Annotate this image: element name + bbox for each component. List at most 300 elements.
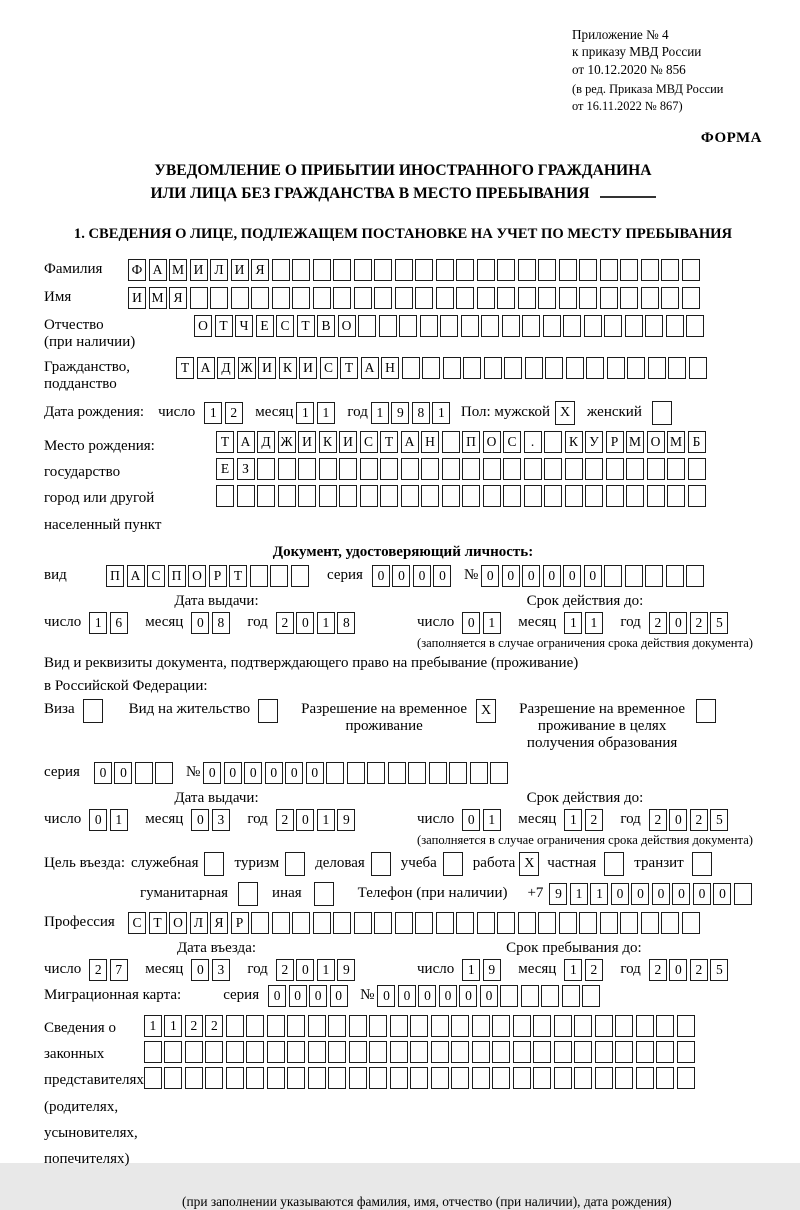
char-cell[interactable]: 0 (462, 612, 480, 634)
char-cell[interactable]: 0 (631, 883, 649, 905)
char-cell[interactable] (292, 259, 310, 281)
char-cell[interactable]: А (197, 357, 215, 379)
char-cell[interactable] (410, 1067, 428, 1089)
char-cell[interactable] (456, 259, 474, 281)
char-cell[interactable] (399, 315, 417, 337)
char-cell[interactable]: 0 (611, 883, 629, 905)
char-cell[interactable] (554, 1041, 572, 1063)
char-cell[interactable] (210, 287, 228, 309)
char-cell[interactable]: 8 (212, 612, 230, 634)
char-cell[interactable] (451, 1041, 469, 1063)
char-cell[interactable] (636, 1015, 654, 1037)
char-cell[interactable] (626, 485, 644, 507)
char-cell[interactable]: А (361, 357, 379, 379)
char-cell[interactable]: М (169, 259, 187, 281)
char-cell[interactable] (470, 762, 488, 784)
char-cell[interactable]: Р (231, 912, 249, 934)
char-cell[interactable] (502, 315, 520, 337)
residence-valid-month-input[interactable] (564, 809, 605, 831)
birth-place-row1-input[interactable] (216, 431, 708, 453)
char-cell[interactable]: 0 (459, 985, 477, 1007)
patronymic-input[interactable] (194, 315, 707, 337)
char-cell[interactable]: 0 (433, 565, 451, 587)
char-cell[interactable]: 2 (690, 959, 708, 981)
char-cell[interactable]: 0 (94, 762, 112, 784)
doc-valid-month-input[interactable] (564, 612, 605, 634)
char-cell[interactable] (367, 762, 385, 784)
char-cell[interactable]: 0 (392, 565, 410, 587)
char-cell[interactable]: С (276, 315, 294, 337)
char-cell[interactable] (677, 1067, 695, 1089)
char-cell[interactable] (490, 762, 508, 784)
char-cell[interactable] (565, 458, 583, 480)
char-cell[interactable]: 8 (412, 402, 430, 424)
char-cell[interactable]: 0 (584, 565, 602, 587)
char-cell[interactable] (522, 315, 540, 337)
char-cell[interactable]: 0 (296, 612, 314, 634)
char-cell[interactable] (545, 357, 563, 379)
char-cell[interactable] (518, 912, 536, 934)
stay-month-input[interactable] (564, 959, 605, 981)
char-cell[interactable] (477, 287, 495, 309)
migration-series-input[interactable] (268, 985, 350, 1007)
char-cell[interactable] (349, 1067, 367, 1089)
doc-issue-day-input[interactable] (89, 612, 130, 634)
char-cell[interactable] (518, 287, 536, 309)
char-cell[interactable] (415, 259, 433, 281)
char-cell[interactable]: 0 (398, 985, 416, 1007)
char-cell[interactable]: 1 (564, 612, 582, 634)
char-cell[interactable] (442, 485, 460, 507)
char-cell[interactable]: 0 (481, 565, 499, 587)
representatives-row2-input[interactable] (144, 1041, 698, 1063)
char-cell[interactable] (272, 912, 290, 934)
purpose-work-checkbox[interactable]: X (519, 852, 539, 876)
char-cell[interactable] (267, 1067, 285, 1089)
char-cell[interactable]: 0 (285, 762, 303, 784)
char-cell[interactable]: 2 (649, 809, 667, 831)
char-cell[interactable]: 1 (144, 1015, 162, 1037)
residence-issue-day-input[interactable] (89, 809, 130, 831)
char-cell[interactable]: 5 (710, 612, 728, 634)
char-cell[interactable] (543, 315, 561, 337)
birth-month-input[interactable] (296, 402, 337, 424)
char-cell[interactable]: 0 (114, 762, 132, 784)
char-cell[interactable]: 1 (585, 612, 603, 634)
char-cell[interactable]: Ф (128, 259, 146, 281)
char-cell[interactable]: Б (688, 431, 706, 453)
char-cell[interactable] (682, 259, 700, 281)
char-cell[interactable] (421, 458, 439, 480)
char-cell[interactable] (648, 357, 666, 379)
char-cell[interactable] (246, 1041, 264, 1063)
char-cell[interactable]: Т (297, 315, 315, 337)
char-cell[interactable] (436, 912, 454, 934)
char-cell[interactable] (645, 565, 663, 587)
char-cell[interactable]: 9 (549, 883, 567, 905)
char-cell[interactable]: У (585, 431, 603, 453)
char-cell[interactable]: 2 (225, 402, 243, 424)
char-cell[interactable]: Д (257, 431, 275, 453)
char-cell[interactable] (615, 1041, 633, 1063)
char-cell[interactable] (677, 1041, 695, 1063)
char-cell[interactable] (185, 1041, 203, 1063)
char-cell[interactable]: С (320, 357, 338, 379)
char-cell[interactable]: 1 (296, 402, 314, 424)
char-cell[interactable] (636, 1041, 654, 1063)
char-cell[interactable] (380, 485, 398, 507)
char-cell[interactable] (369, 1015, 387, 1037)
char-cell[interactable]: 0 (191, 612, 209, 634)
char-cell[interactable]: Я (251, 259, 269, 281)
char-cell[interactable]: 0 (289, 985, 307, 1007)
char-cell[interactable] (287, 1015, 305, 1037)
char-cell[interactable] (292, 287, 310, 309)
char-cell[interactable] (451, 1015, 469, 1037)
char-cell[interactable]: Т (176, 357, 194, 379)
char-cell[interactable]: Ж (238, 357, 256, 379)
char-cell[interactable] (328, 1067, 346, 1089)
firstname-input[interactable] (128, 287, 702, 309)
char-cell[interactable] (472, 1067, 490, 1089)
char-cell[interactable] (205, 1041, 223, 1063)
char-cell[interactable]: 9 (483, 959, 501, 981)
char-cell[interactable]: 0 (652, 883, 670, 905)
char-cell[interactable] (190, 287, 208, 309)
char-cell[interactable] (606, 485, 624, 507)
char-cell[interactable] (481, 315, 499, 337)
char-cell[interactable] (349, 1041, 367, 1063)
char-cell[interactable] (462, 485, 480, 507)
phone-input[interactable] (549, 883, 754, 905)
char-cell[interactable]: 9 (337, 959, 355, 981)
birth-place-row3-input[interactable] (216, 485, 708, 507)
char-cell[interactable]: 1 (317, 959, 335, 981)
char-cell[interactable] (544, 485, 562, 507)
char-cell[interactable]: 1 (590, 883, 608, 905)
char-cell[interactable] (443, 357, 461, 379)
char-cell[interactable] (620, 287, 638, 309)
char-cell[interactable]: К (279, 357, 297, 379)
char-cell[interactable] (541, 985, 559, 1007)
char-cell[interactable] (251, 912, 269, 934)
char-cell[interactable] (395, 259, 413, 281)
representatives-row1-input[interactable] (144, 1015, 698, 1037)
char-cell[interactable] (472, 1041, 490, 1063)
char-cell[interactable] (267, 1041, 285, 1063)
doc-kind-input[interactable] (106, 565, 311, 587)
char-cell[interactable]: 0 (224, 762, 242, 784)
char-cell[interactable] (627, 357, 645, 379)
residence-series-input[interactable] (94, 762, 176, 784)
char-cell[interactable] (360, 458, 378, 480)
doc-issue-month-input[interactable] (191, 612, 232, 634)
char-cell[interactable]: 0 (296, 809, 314, 831)
char-cell[interactable]: 0 (713, 883, 731, 905)
char-cell[interactable] (492, 1015, 510, 1037)
char-cell[interactable] (661, 912, 679, 934)
char-cell[interactable] (395, 912, 413, 934)
char-cell[interactable] (231, 287, 249, 309)
char-cell[interactable] (308, 1041, 326, 1063)
char-cell[interactable]: И (339, 431, 357, 453)
char-cell[interactable] (533, 1041, 551, 1063)
char-cell[interactable] (620, 259, 638, 281)
char-cell[interactable]: П (168, 565, 186, 587)
char-cell[interactable] (456, 287, 474, 309)
char-cell[interactable]: О (188, 565, 206, 587)
char-cell[interactable] (388, 762, 406, 784)
char-cell[interactable]: 2 (185, 1015, 203, 1037)
char-cell[interactable] (656, 1015, 674, 1037)
char-cell[interactable] (408, 762, 426, 784)
char-cell[interactable]: 0 (89, 809, 107, 831)
char-cell[interactable]: 1 (564, 959, 582, 981)
char-cell[interactable]: О (194, 315, 212, 337)
char-cell[interactable] (656, 1041, 674, 1063)
char-cell[interactable] (641, 259, 659, 281)
doc-issue-year-input[interactable] (276, 612, 358, 634)
char-cell[interactable]: Т (216, 431, 234, 453)
char-cell[interactable]: Л (210, 259, 228, 281)
char-cell[interactable]: 0 (265, 762, 283, 784)
char-cell[interactable] (647, 485, 665, 507)
char-cell[interactable]: 0 (439, 985, 457, 1007)
char-cell[interactable] (667, 485, 685, 507)
char-cell[interactable] (503, 458, 521, 480)
char-cell[interactable] (257, 458, 275, 480)
char-cell[interactable] (390, 1041, 408, 1063)
char-cell[interactable]: . (524, 431, 542, 453)
char-cell[interactable] (585, 458, 603, 480)
char-cell[interactable] (667, 458, 685, 480)
char-cell[interactable] (463, 357, 481, 379)
char-cell[interactable] (250, 565, 268, 587)
sex-female-checkbox[interactable] (652, 401, 672, 425)
char-cell[interactable]: А (237, 431, 255, 453)
char-cell[interactable]: 2 (205, 1015, 223, 1037)
char-cell[interactable] (585, 485, 603, 507)
char-cell[interactable] (369, 1041, 387, 1063)
char-cell[interactable] (544, 458, 562, 480)
char-cell[interactable]: 3 (212, 809, 230, 831)
char-cell[interactable]: 9 (337, 809, 355, 831)
char-cell[interactable] (472, 1015, 490, 1037)
char-cell[interactable]: О (169, 912, 187, 934)
char-cell[interactable]: 0 (693, 883, 711, 905)
residence-valid-year-input[interactable] (649, 809, 731, 831)
char-cell[interactable]: 0 (306, 762, 324, 784)
char-cell[interactable] (401, 485, 419, 507)
char-cell[interactable]: 1 (570, 883, 588, 905)
char-cell[interactable] (226, 1015, 244, 1037)
char-cell[interactable]: Т (149, 912, 167, 934)
char-cell[interactable]: 0 (480, 985, 498, 1007)
char-cell[interactable] (574, 1067, 592, 1089)
char-cell[interactable] (477, 259, 495, 281)
purpose-study-checkbox[interactable] (443, 852, 463, 876)
char-cell[interactable] (682, 912, 700, 934)
char-cell[interactable] (369, 1067, 387, 1089)
temp-permit-checkbox[interactable]: X (476, 699, 496, 723)
char-cell[interactable] (257, 485, 275, 507)
char-cell[interactable] (237, 485, 255, 507)
char-cell[interactable] (584, 315, 602, 337)
char-cell[interactable]: 1 (371, 402, 389, 424)
char-cell[interactable]: М (626, 431, 644, 453)
entry-day-input[interactable] (89, 959, 130, 981)
char-cell[interactable] (395, 287, 413, 309)
char-cell[interactable] (313, 259, 331, 281)
char-cell[interactable] (579, 912, 597, 934)
purpose-official-checkbox[interactable] (204, 852, 224, 876)
char-cell[interactable] (497, 912, 515, 934)
char-cell[interactable] (216, 485, 234, 507)
char-cell[interactable]: 2 (585, 959, 603, 981)
char-cell[interactable] (164, 1041, 182, 1063)
char-cell[interactable]: 8 (337, 612, 355, 634)
char-cell[interactable] (456, 912, 474, 934)
char-cell[interactable] (308, 1067, 326, 1089)
char-cell[interactable]: С (360, 431, 378, 453)
residence-issue-year-input[interactable] (276, 809, 358, 831)
entry-month-input[interactable] (191, 959, 232, 981)
char-cell[interactable]: 0 (372, 565, 390, 587)
char-cell[interactable]: 1 (317, 809, 335, 831)
char-cell[interactable]: М (149, 287, 167, 309)
char-cell[interactable] (636, 1067, 654, 1089)
char-cell[interactable] (287, 1067, 305, 1089)
char-cell[interactable] (538, 287, 556, 309)
char-cell[interactable] (333, 259, 351, 281)
char-cell[interactable] (436, 259, 454, 281)
char-cell[interactable] (533, 1015, 551, 1037)
char-cell[interactable] (451, 1067, 469, 1089)
char-cell[interactable] (625, 315, 643, 337)
char-cell[interactable]: П (462, 431, 480, 453)
char-cell[interactable] (582, 985, 600, 1007)
char-cell[interactable] (461, 315, 479, 337)
char-cell[interactable] (677, 1015, 695, 1037)
char-cell[interactable]: И (231, 259, 249, 281)
purpose-business-checkbox[interactable] (371, 852, 391, 876)
char-cell[interactable] (402, 357, 420, 379)
char-cell[interactable] (645, 315, 663, 337)
char-cell[interactable] (278, 485, 296, 507)
char-cell[interactable]: 0 (462, 809, 480, 831)
char-cell[interactable] (477, 912, 495, 934)
char-cell[interactable] (604, 565, 622, 587)
char-cell[interactable] (313, 912, 331, 934)
char-cell[interactable] (272, 259, 290, 281)
char-cell[interactable]: Я (169, 287, 187, 309)
char-cell[interactable] (686, 565, 704, 587)
char-cell[interactable] (503, 485, 521, 507)
char-cell[interactable] (349, 1015, 367, 1037)
char-cell[interactable] (308, 1015, 326, 1037)
char-cell[interactable]: 1 (483, 612, 501, 634)
char-cell[interactable] (379, 315, 397, 337)
char-cell[interactable]: 0 (669, 809, 687, 831)
char-cell[interactable] (431, 1067, 449, 1089)
birth-year-input[interactable] (371, 402, 453, 424)
char-cell[interactable]: О (338, 315, 356, 337)
char-cell[interactable]: 2 (89, 959, 107, 981)
char-cell[interactable] (144, 1041, 162, 1063)
char-cell[interactable]: 2 (649, 959, 667, 981)
char-cell[interactable] (328, 1015, 346, 1037)
char-cell[interactable] (484, 357, 502, 379)
char-cell[interactable]: 2 (276, 959, 294, 981)
char-cell[interactable]: З (237, 458, 255, 480)
char-cell[interactable]: 1 (317, 612, 335, 634)
char-cell[interactable] (544, 431, 562, 453)
char-cell[interactable] (538, 912, 556, 934)
char-cell[interactable]: 0 (191, 809, 209, 831)
char-cell[interactable] (688, 458, 706, 480)
sex-male-checkbox[interactable]: X (555, 401, 575, 425)
char-cell[interactable]: 0 (309, 985, 327, 1007)
char-cell[interactable] (185, 1067, 203, 1089)
char-cell[interactable] (442, 431, 460, 453)
char-cell[interactable]: 5 (710, 959, 728, 981)
char-cell[interactable] (492, 1041, 510, 1063)
doc-valid-day-input[interactable] (462, 612, 503, 634)
char-cell[interactable]: 9 (391, 402, 409, 424)
char-cell[interactable] (562, 985, 580, 1007)
char-cell[interactable]: 0 (268, 985, 286, 1007)
char-cell[interactable]: Д (217, 357, 235, 379)
char-cell[interactable] (620, 912, 638, 934)
char-cell[interactable] (682, 287, 700, 309)
char-cell[interactable] (559, 259, 577, 281)
char-cell[interactable]: С (128, 912, 146, 934)
char-cell[interactable]: Л (190, 912, 208, 934)
char-cell[interactable]: И (299, 357, 317, 379)
representatives-row3-input[interactable] (144, 1067, 698, 1089)
char-cell[interactable] (429, 762, 447, 784)
char-cell[interactable] (492, 1067, 510, 1089)
char-cell[interactable] (420, 315, 438, 337)
char-cell[interactable]: 0 (296, 959, 314, 981)
residence-valid-day-input[interactable] (462, 809, 503, 831)
char-cell[interactable]: Ж (278, 431, 296, 453)
char-cell[interactable]: Я (210, 912, 228, 934)
char-cell[interactable] (579, 259, 597, 281)
char-cell[interactable]: 0 (377, 985, 395, 1007)
char-cell[interactable]: 2 (690, 809, 708, 831)
char-cell[interactable]: М (667, 431, 685, 453)
char-cell[interactable] (272, 287, 290, 309)
char-cell[interactable] (339, 485, 357, 507)
char-cell[interactable] (686, 315, 704, 337)
char-cell[interactable] (442, 458, 460, 480)
char-cell[interactable]: 0 (543, 565, 561, 587)
char-cell[interactable] (319, 485, 337, 507)
char-cell[interactable] (298, 458, 316, 480)
char-cell[interactable] (226, 1067, 244, 1089)
char-cell[interactable] (155, 762, 173, 784)
char-cell[interactable] (354, 287, 372, 309)
char-cell[interactable] (339, 458, 357, 480)
char-cell[interactable]: 1 (462, 959, 480, 981)
char-cell[interactable] (521, 985, 539, 1007)
char-cell[interactable] (513, 1015, 531, 1037)
char-cell[interactable] (226, 1041, 244, 1063)
char-cell[interactable] (595, 1067, 613, 1089)
char-cell[interactable]: О (647, 431, 665, 453)
char-cell[interactable]: 2 (276, 809, 294, 831)
